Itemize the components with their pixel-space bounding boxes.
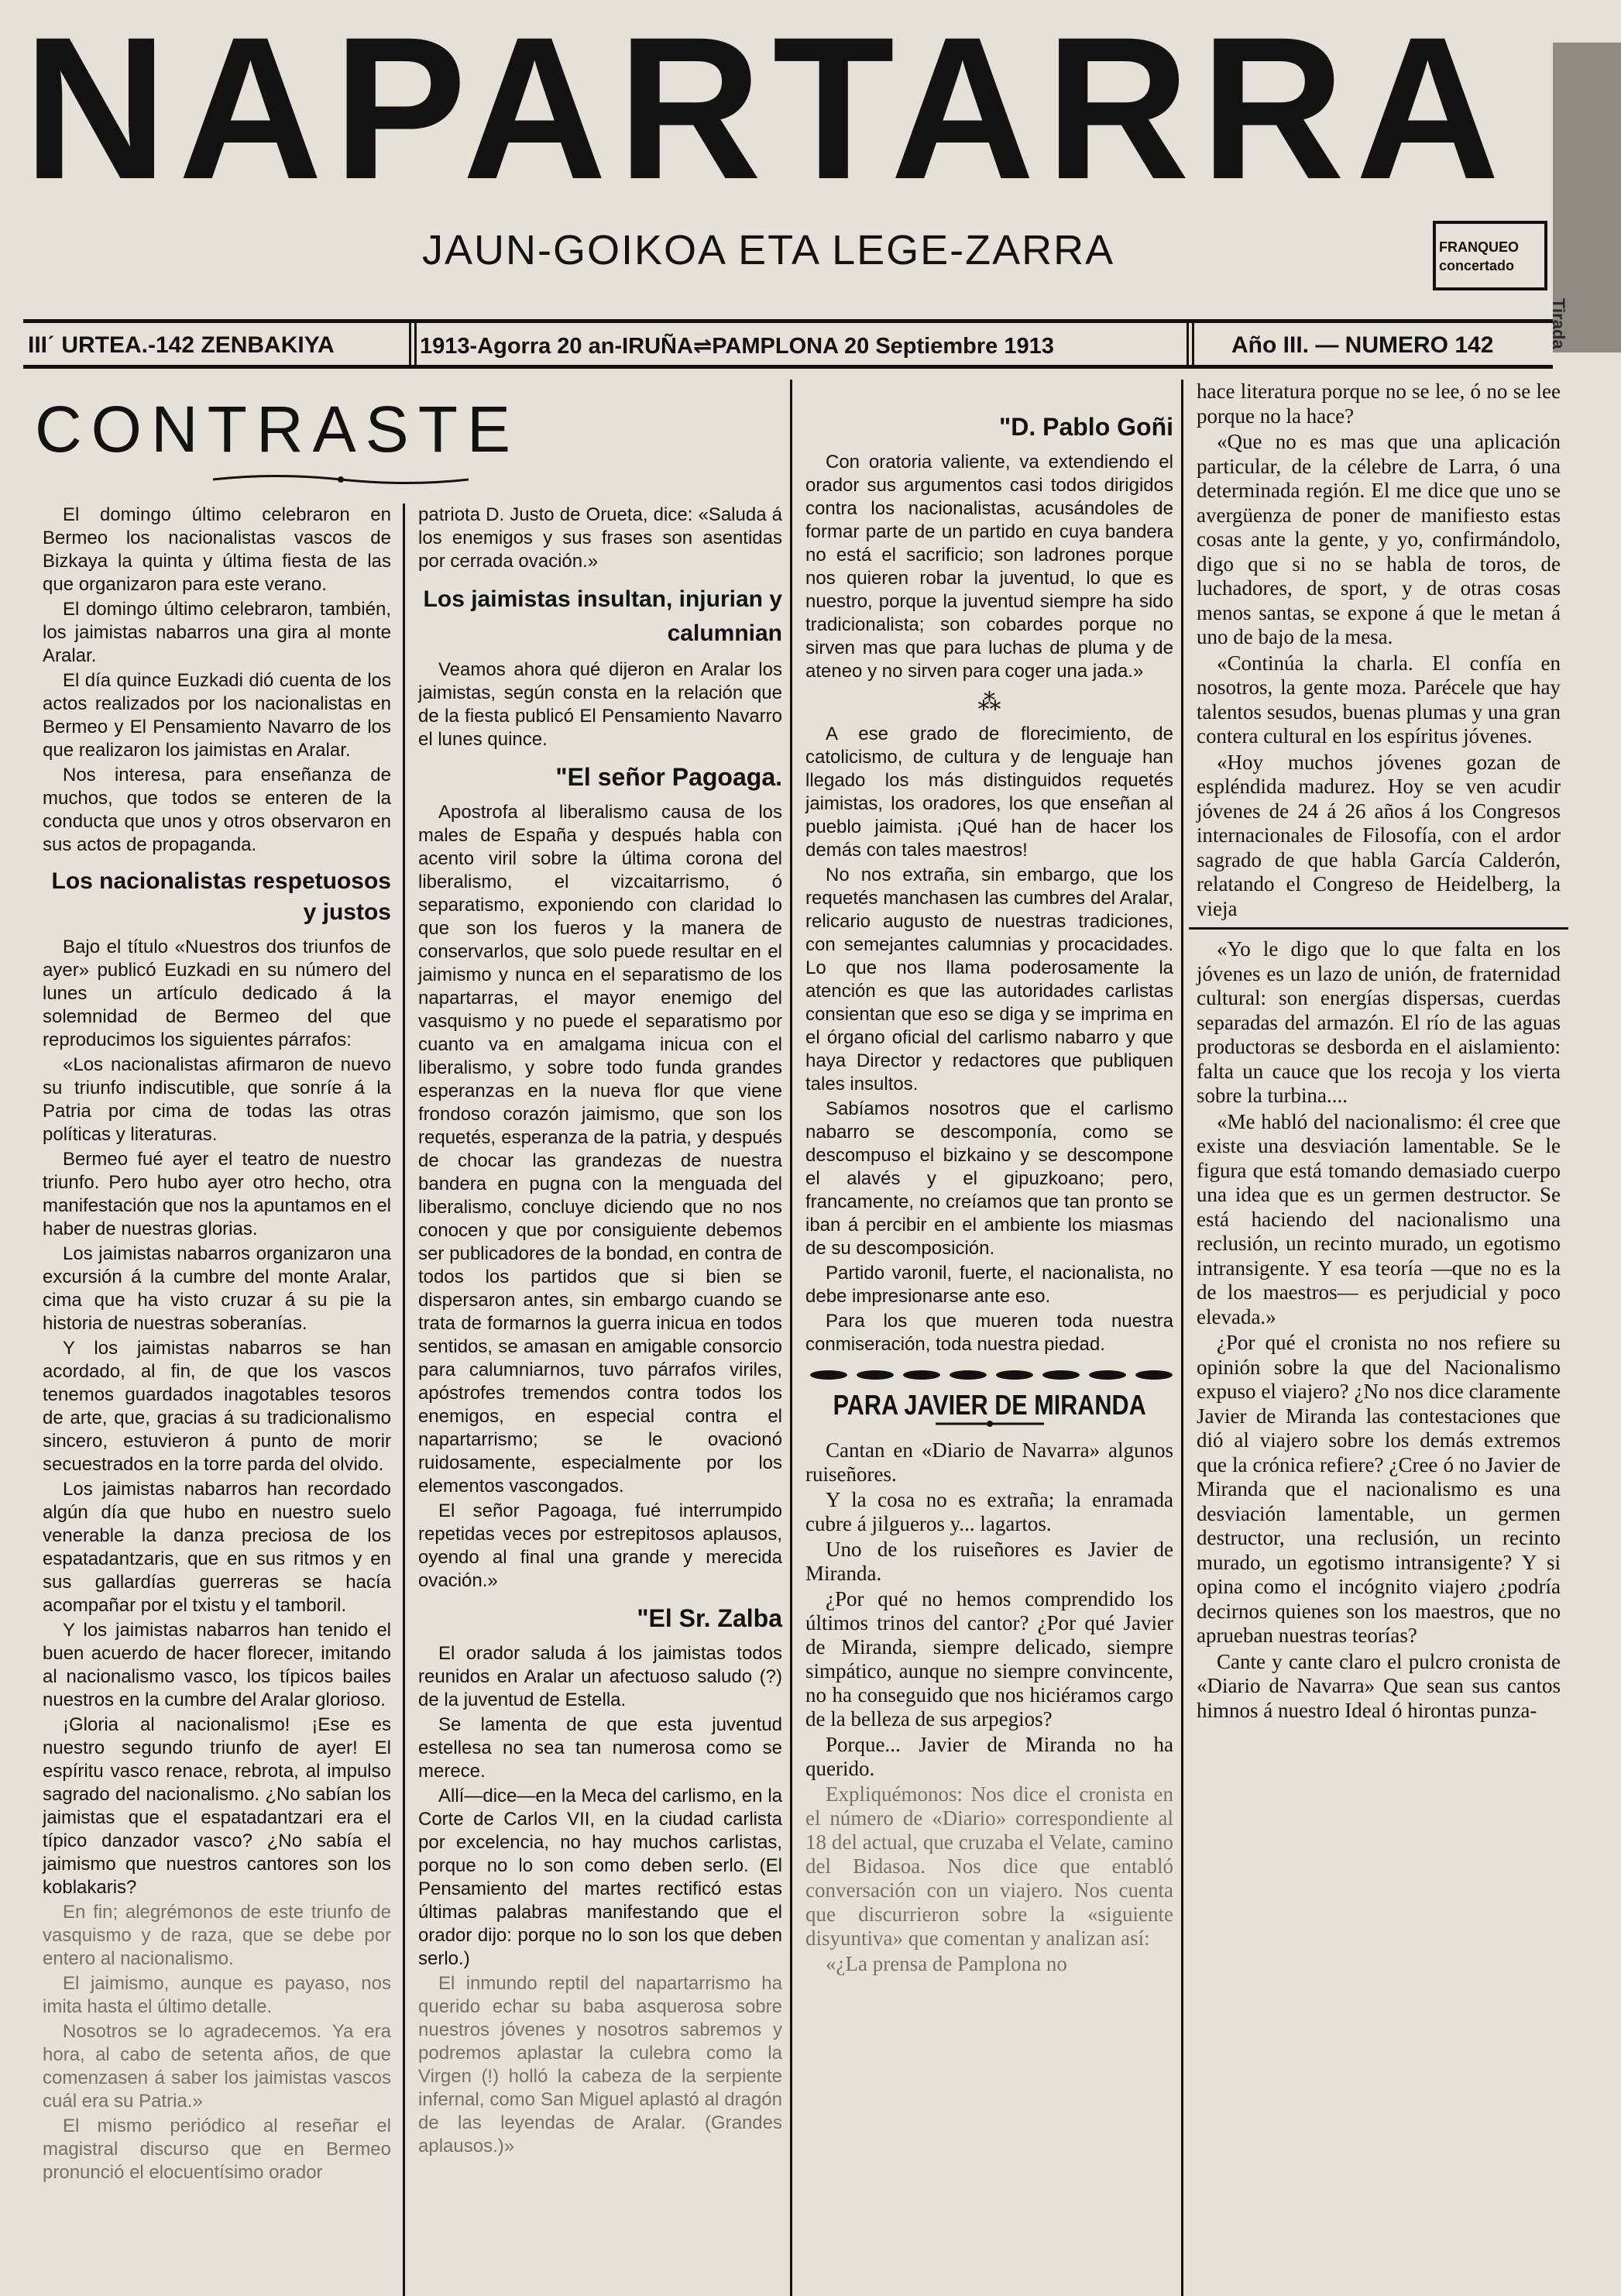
column-rule bbox=[1181, 380, 1183, 2296]
paragraph: «Me habló del nacionalismo: él cree que existe una desviación lamentable. Se le figura que está tomando demasiado cuerpo una idea que es un germen destructor. Se está haciendo del nacionalismo una reclusión, un recinto murado, un egotismo intransigente. Y esa teoría —que no es la de los maestros— es perjudicial y poco elevada.» bbox=[1197, 1109, 1561, 1328]
paragraph: Bermeo fué ayer el teatro de nuestro triunfo. Pero hubo ayer otro hecho, otra manifestación que nos la apuntamos en el haber de nuestras glorias. bbox=[43, 1149, 391, 1239]
paragraph: El domingo último celebraron, también, los jaimistas nabarros una gira al monte Aralar. bbox=[43, 599, 391, 666]
paragraph: «Yo le digo que lo que falta en los jóvenes es un lazo de unión, de fraternidad cultural: son energías dispersas, cuerdas separadas del armazón. El río de las aguas productoras se desborda en el aislamiento: falta un cauce que los recoja y los vierta sobre la turbina.... bbox=[1197, 937, 1561, 1107]
headline-ornament bbox=[213, 473, 469, 486]
newspaper-motto: JAUN-GOIKOA ETA LEGE-ZARRA bbox=[422, 227, 1115, 273]
paragraph: El mismo periódico al reseñar el magistral discurso que en Bermeo pronunció el elocuentísimo orador bbox=[43, 2116, 391, 2183]
paragraph: Y la cosa no es extraña; la enramada cubre á jilgueros y... lagartos. bbox=[805, 1488, 1173, 1535]
column-rule bbox=[790, 380, 792, 2296]
edge-tab-label: Tirada bbox=[1549, 298, 1568, 349]
paragraph: Nosotros se lo agradecemos. Ya era hora, al cabo de setenta años, de que comenzasen á saber los jaimistas vascos cuál era su Patria.» bbox=[43, 2021, 391, 2112]
franqueo-line-2: concertado bbox=[1439, 258, 1515, 273]
paragraph: El domingo último celebraron en Bermeo los nacionalistas vascos de Bizkaya la quinta y última fiesta de las que organizaron para este verano. bbox=[43, 504, 391, 595]
newspaper-title: NAPARTARRA bbox=[23, 0, 1511, 222]
article-headline: CONTRASTE bbox=[35, 393, 520, 466]
column-3 bbox=[805, 380, 1173, 2296]
paragraph: No nos extraña, sin embargo, que los requetés manchasen las cumbres del Aralar, relicario augusto de nuestras tradiciones, con semejantes calumnias y procacidades. Lo que nos llama poderosamente la atención es que las autoridades carlistas consientan que eso se diga y se imprima en el órgano oficial del carlismo nabarro y que haya Director y redactores que publiquen tales insultos. bbox=[805, 864, 1173, 1095]
paragraph: En fin; alegrémonos de este triunfo de vasquismo y de raza, que se debe por entero al nacionalismo. bbox=[43, 1902, 391, 1969]
paragraph: El orador saluda á los jaimistas todos reunidos en Aralar un afectuoso saludo (?) de la juventud de Estella. bbox=[418, 1643, 782, 1710]
subheading: "El Sr. Zalba bbox=[637, 1604, 782, 1632]
paragraph: Los jaimistas nabarros organizaron una excursión á la cumbre del monte Aralar, cima que ha visto cruzar á su pie la historia de nuestras soberanías. bbox=[43, 1243, 391, 1334]
paragraph: ¿Por qué el cronista no nos refiere su opinión sobre la que del Nacionalismo expuso el viajero? ¿No nos dice claramente Javier de Miranda las contestaciones que dió al viajero sobre los demás extremos que la crónica refiere? ¿Cree ó no Javier de Miranda que el nacionalismo es una desviación lamentable, un germen destructor, una reclusión, un recinto murado, un egotismo intransigente? Y si opina como el incógnito viajero ¿podría decirnos quienes son los maestros, que no aprueban nuestras teorías? bbox=[1197, 1331, 1561, 1647]
dateline-issue-spanish: Año III. — NUMERO 142 bbox=[1231, 332, 1494, 358]
col3-body-1 bbox=[805, 451, 1173, 683]
paragraph: Y los jaimistas nabarros han tenido el buen acuerdo de hacer florecer, imitando al nacionalismo vasco, los típicos bailes nuestros en la cumbre del Aralar glorioso. bbox=[43, 1620, 391, 1710]
col1-body bbox=[43, 504, 391, 857]
column-2 bbox=[418, 504, 782, 2296]
paragraph: A ese grado de florecimiento, de catolicismo, de cultura y de lenguaje han llegado los más distinguidos requetés jaimistas, los oradores, los que enseñan al pueblo jaimista. ¡Qué han de hacer los demás con tales maestros! bbox=[805, 723, 1173, 861]
paragraph: El inmundo reptil del napartarrismo ha querido echar su baba asquerosa sobre nuestros jóvenes y nosotros sabremos y podremos aplastar la culebra como la Virgen (!) holló la cabeza de la serpiente infernal, como San Miguel aplastó al dragón de las leyendas de Aralar. (Grandes aplausos.)» bbox=[418, 1973, 782, 2157]
paragraph: hace literatura porque no se lee, ó no se lee porque no la hace? bbox=[1197, 380, 1561, 428]
franqueo-line-1: FRANQUEO bbox=[1439, 239, 1519, 255]
headline-rule bbox=[936, 1420, 1044, 1428]
col2-body-3 bbox=[418, 1642, 782, 2158]
col2-intro bbox=[418, 504, 782, 573]
paragraph: Y los jaimistas nabarros se han acordado, al fin, de que los vascos tenemos guardados inagotables tesoros de arte, que, gracias á su tradicionalismo sincero, estuvieron á punto de morir secuestrados en la torre parda del olvido. bbox=[43, 1338, 391, 1475]
ornamental-divider bbox=[805, 1367, 1173, 1383]
paragraph: Apostrofa al liberalismo causa de los males de España y después habla con acento viril sobre la última corona del liberalismo, el vizcaitarrismo, ó separatismo, exponiendo con claridad lo que son los fueros y la manera de conservarlos, que solo puede resultar en el jaimismo y nunca en el separatismo de los napartarras, el mayor enemigo del vasquismo y no puede el separatismo por cuanto va en amalgama inicua con el liberalismo, y sobre todo funda grandes esperanzas en la nueva flor que viene frondoso corazón jaimismo, que son los requetés, esperanza de la patria, y después de chocar las grandezas de nuestra bandera en pugna con la menguada del liberalismo, concluye diciendo que no nos conocen y que por consiguiente debemos ser publicadores de la bondad, en contra de todos los partidos que si bien se dispersaron antes, sin embargo cuando se trata de formarnos la guerra inicua en todos sentidos, se amasan en amigable consorcio para calumniarnos, tuvo párrafos viriles, apóstrofes tremendos contra todos los enemigos, en especial contra el napartarrismo; se le ovacionó ruidosamente, especialmente por los elementos vascongados. bbox=[418, 802, 782, 1497]
dateline-date: 1913-Agorra 20 an-IRUÑA⇌PAMPLONA 20 Septiembre 1913 bbox=[420, 334, 1054, 359]
paragraph: Cante y cante claro el pulcro cronista de «Diario de Navarra» Que sean sus cantos himnos á nuestro Ideal ó hirontas punza- bbox=[1197, 1649, 1561, 1722]
paragraph: Veamos ahora qué dijeron en Aralar los jaimistas, según consta en la relación que de la fiesta publicó El Pensamiento Navarro el lunes quince. bbox=[418, 659, 782, 750]
subheading: "D. Pablo Goñi bbox=[999, 413, 1173, 441]
dateline-separator bbox=[1187, 323, 1194, 365]
paragraph: Nos interesa, para enseñanza de muchos, que todos se enteren de la conducta que unos y otros observaron en sus actos de propaganda. bbox=[43, 765, 391, 855]
paragraph: Allí—dice—en la Meca del carlismo, en la Corte de Carlos VII, en la ciudad carlista por excelencia, no hay muchos carlistas, porque no lo son como deben serlo. (El Pensamiento del martes rectificó estas últimas palabras manifestando que el orador dijo: porque no lo son los que deben serlo.) bbox=[418, 1786, 782, 1969]
paragraph: Se lamenta de que esta juventud estellesa no sea tan numerosa como se merece. bbox=[418, 1714, 782, 1782]
subheading: Los jaimistas insultan, injurian y calumnian bbox=[423, 586, 782, 646]
paragraph: «¿La prensa de Pamplona no bbox=[826, 1952, 1067, 1975]
paragraph: El señor Pagoaga, fué interrumpido repetidas veces por estrepitosos aplausos, oyendo al final una grande y merecida ovación.» bbox=[418, 1500, 782, 1591]
paragraph: ¿Por qué no hemos comprendido los últimos trinos del cantor? ¿Por qué Javier de Miranda, siempre delicado, siempre simpático, aunque no siempre convincente, no ha conseguido que nos hiciéramos cargo de la belleza de sus arpegios? bbox=[805, 1587, 1173, 1731]
dateline-issue-basque: IIIˊ URTEA.-142 ZENBAKIYA bbox=[28, 332, 335, 358]
paragraph: ¡Gloria al nacionalismo! ¡Ese es nuestro segundo triunfo de ayer! El espíritu vasco renace, rebrota, al impulso sagrado del nacionalismo. ¿No sabían los jaimistas que el espatadantzari era el típico danzador vasco? ¿No sabía el jaimismo que nuestros cantores son los koblakaris? bbox=[43, 1714, 391, 1898]
paragraph: Para los que mueren toda nuestra conmiseración, toda nuestra piedad. bbox=[805, 1310, 1173, 1355]
paragraph: El día quince Euzkadi dió cuenta de los actos realizados por los nacionalistas en Bermeo y El Pensamiento Navarro de los que realizaron los jaimistas en Aralar. bbox=[43, 670, 391, 761]
dateline-bar bbox=[23, 319, 1553, 369]
col3-body-2 bbox=[805, 723, 1173, 1356]
paragraph: Uno de los ruiseñores es Javier de Miranda. bbox=[805, 1538, 1173, 1585]
paragraph: Cantan en «Diario de Navarra» algunos ruiseñores. bbox=[805, 1438, 1173, 1486]
paragraph: «Continúa la charla. El confía en nosotros, la gente moza. Parécele que hay talentos sesudos, buenas plumas y una gran contera cultural en los espíritus jóvenes. bbox=[1197, 651, 1561, 748]
section-rule bbox=[1189, 927, 1568, 930]
paragraph: Sabíamos nosotros que el carlismo nabarro se descomponía, como se descompuso el bizkaino y se descompone el alavés y el gipuzkoano; pero, francamente, no creíamos que tan pronto se iban á percibir en el ambiente los miasmas de su descomposición. bbox=[805, 1098, 1173, 1259]
edge-tab bbox=[1549, 43, 1621, 352]
article-headline-2: PARA JAVIER DE MIRANDA bbox=[833, 1388, 1146, 1421]
paragraph: Los jaimistas nabarros han recordado algún día que hubo en nuestro suelo venerable la danza preciosa de los espatadantzaris, que en sus ritmos y en sus gallardías guerreras se hacía acompañar por el txistu y el tamboril. bbox=[43, 1479, 391, 1616]
paragraph: El jaimismo, aunque es payaso, nos imita hasta el último detalle. bbox=[43, 1973, 391, 2017]
subheading: Los nacionalistas respetuosos y justos bbox=[51, 868, 391, 925]
paragraph: «Que no es mas que una aplicación particular, de la célebre de Larra, ó una determinada región. El me dice que uno se avergüenza de poner de manifiesto estas cosas ante la gente, y yo, confirmándolo, digo que si no se habla de toros, de luchadores, de sport, y de otras cosas menos santas, se expone á que le metan á uno de bajo de la mesa. bbox=[1197, 430, 1561, 648]
paragraph: patriota D. Justo de Orueta, dice: «Saluda á los enemigos y sus frases son asentidas por cerrada ovación.» bbox=[418, 504, 782, 572]
col3-body-3 bbox=[805, 1438, 1173, 1976]
column-1 bbox=[35, 380, 520, 2296]
paragraph: «Los nacionalistas afirmaron de nuevo su triunfo indiscutible, que sonríe á la Patria por cima de todas las otras políticas y literaturas. bbox=[43, 1054, 391, 1145]
col2-body-2 bbox=[418, 801, 782, 1593]
col2-body-1 bbox=[418, 658, 782, 751]
paragraph: Con oratoria valiente, va extendiendo el orador sus argumentos casi todos dirigidos contra los nacionalistas, acusándoles de formar parte de un partido en cuya bandera no está el sacrificio; son ladrones porque nos quieren robar la juventud, lo que es nuestro, porque la juventud siempre ha sido tradicionalista; son cobardes porque no sirven mas que para luchas de pluma y de ateneo y no sirven para coger una jada.» bbox=[805, 452, 1173, 682]
subheading: "El señor Pagoaga. bbox=[555, 763, 782, 791]
franqueo-stamp bbox=[1433, 221, 1547, 290]
paragraph: Porque... Javier de Miranda no ha querido. bbox=[805, 1733, 1173, 1780]
paragraph: «Hoy muchos jóvenes gozan de espléndida madurez. Hoy se ven acudir jóvenes de 24 á 26 años á los Congresos internacionales de Filosofía, con el ardor sagrado de que habla García Calderón, relatando el Congreso de Heidelberg, la vieja bbox=[1197, 750, 1561, 920]
paragraph: Expliquémonos: Nos dice el cronista en el número de «Diario» correspondiente al 18 del actual, que cruzaba el Velate, camino del Bidasoa. Nos dice que entabló conversación con un viajero. Nos cuenta que discurrieron sobre la «siguiente disyuntiva» que comentan y analizan así: bbox=[805, 1782, 1173, 1950]
paragraph: Partido varonil, fuerte, el nacionalista, no debe impresionarse ante eso. bbox=[805, 1262, 1173, 1307]
masthead bbox=[0, 0, 1549, 222]
col1-body-2 bbox=[43, 936, 391, 2184]
column-rule bbox=[403, 504, 405, 2296]
dateline-separator bbox=[409, 323, 417, 365]
section-stars: ⁂ bbox=[977, 689, 1001, 715]
column-4 bbox=[1197, 380, 1561, 2296]
paragraph: Bajo el título «Nuestros dos triunfos de ayer» publicó Euzkadi en su número del lunes un artículo dedicado á la solemnidad de Bermeo del que reproducimos los siguientes párrafos: bbox=[43, 937, 391, 1050]
